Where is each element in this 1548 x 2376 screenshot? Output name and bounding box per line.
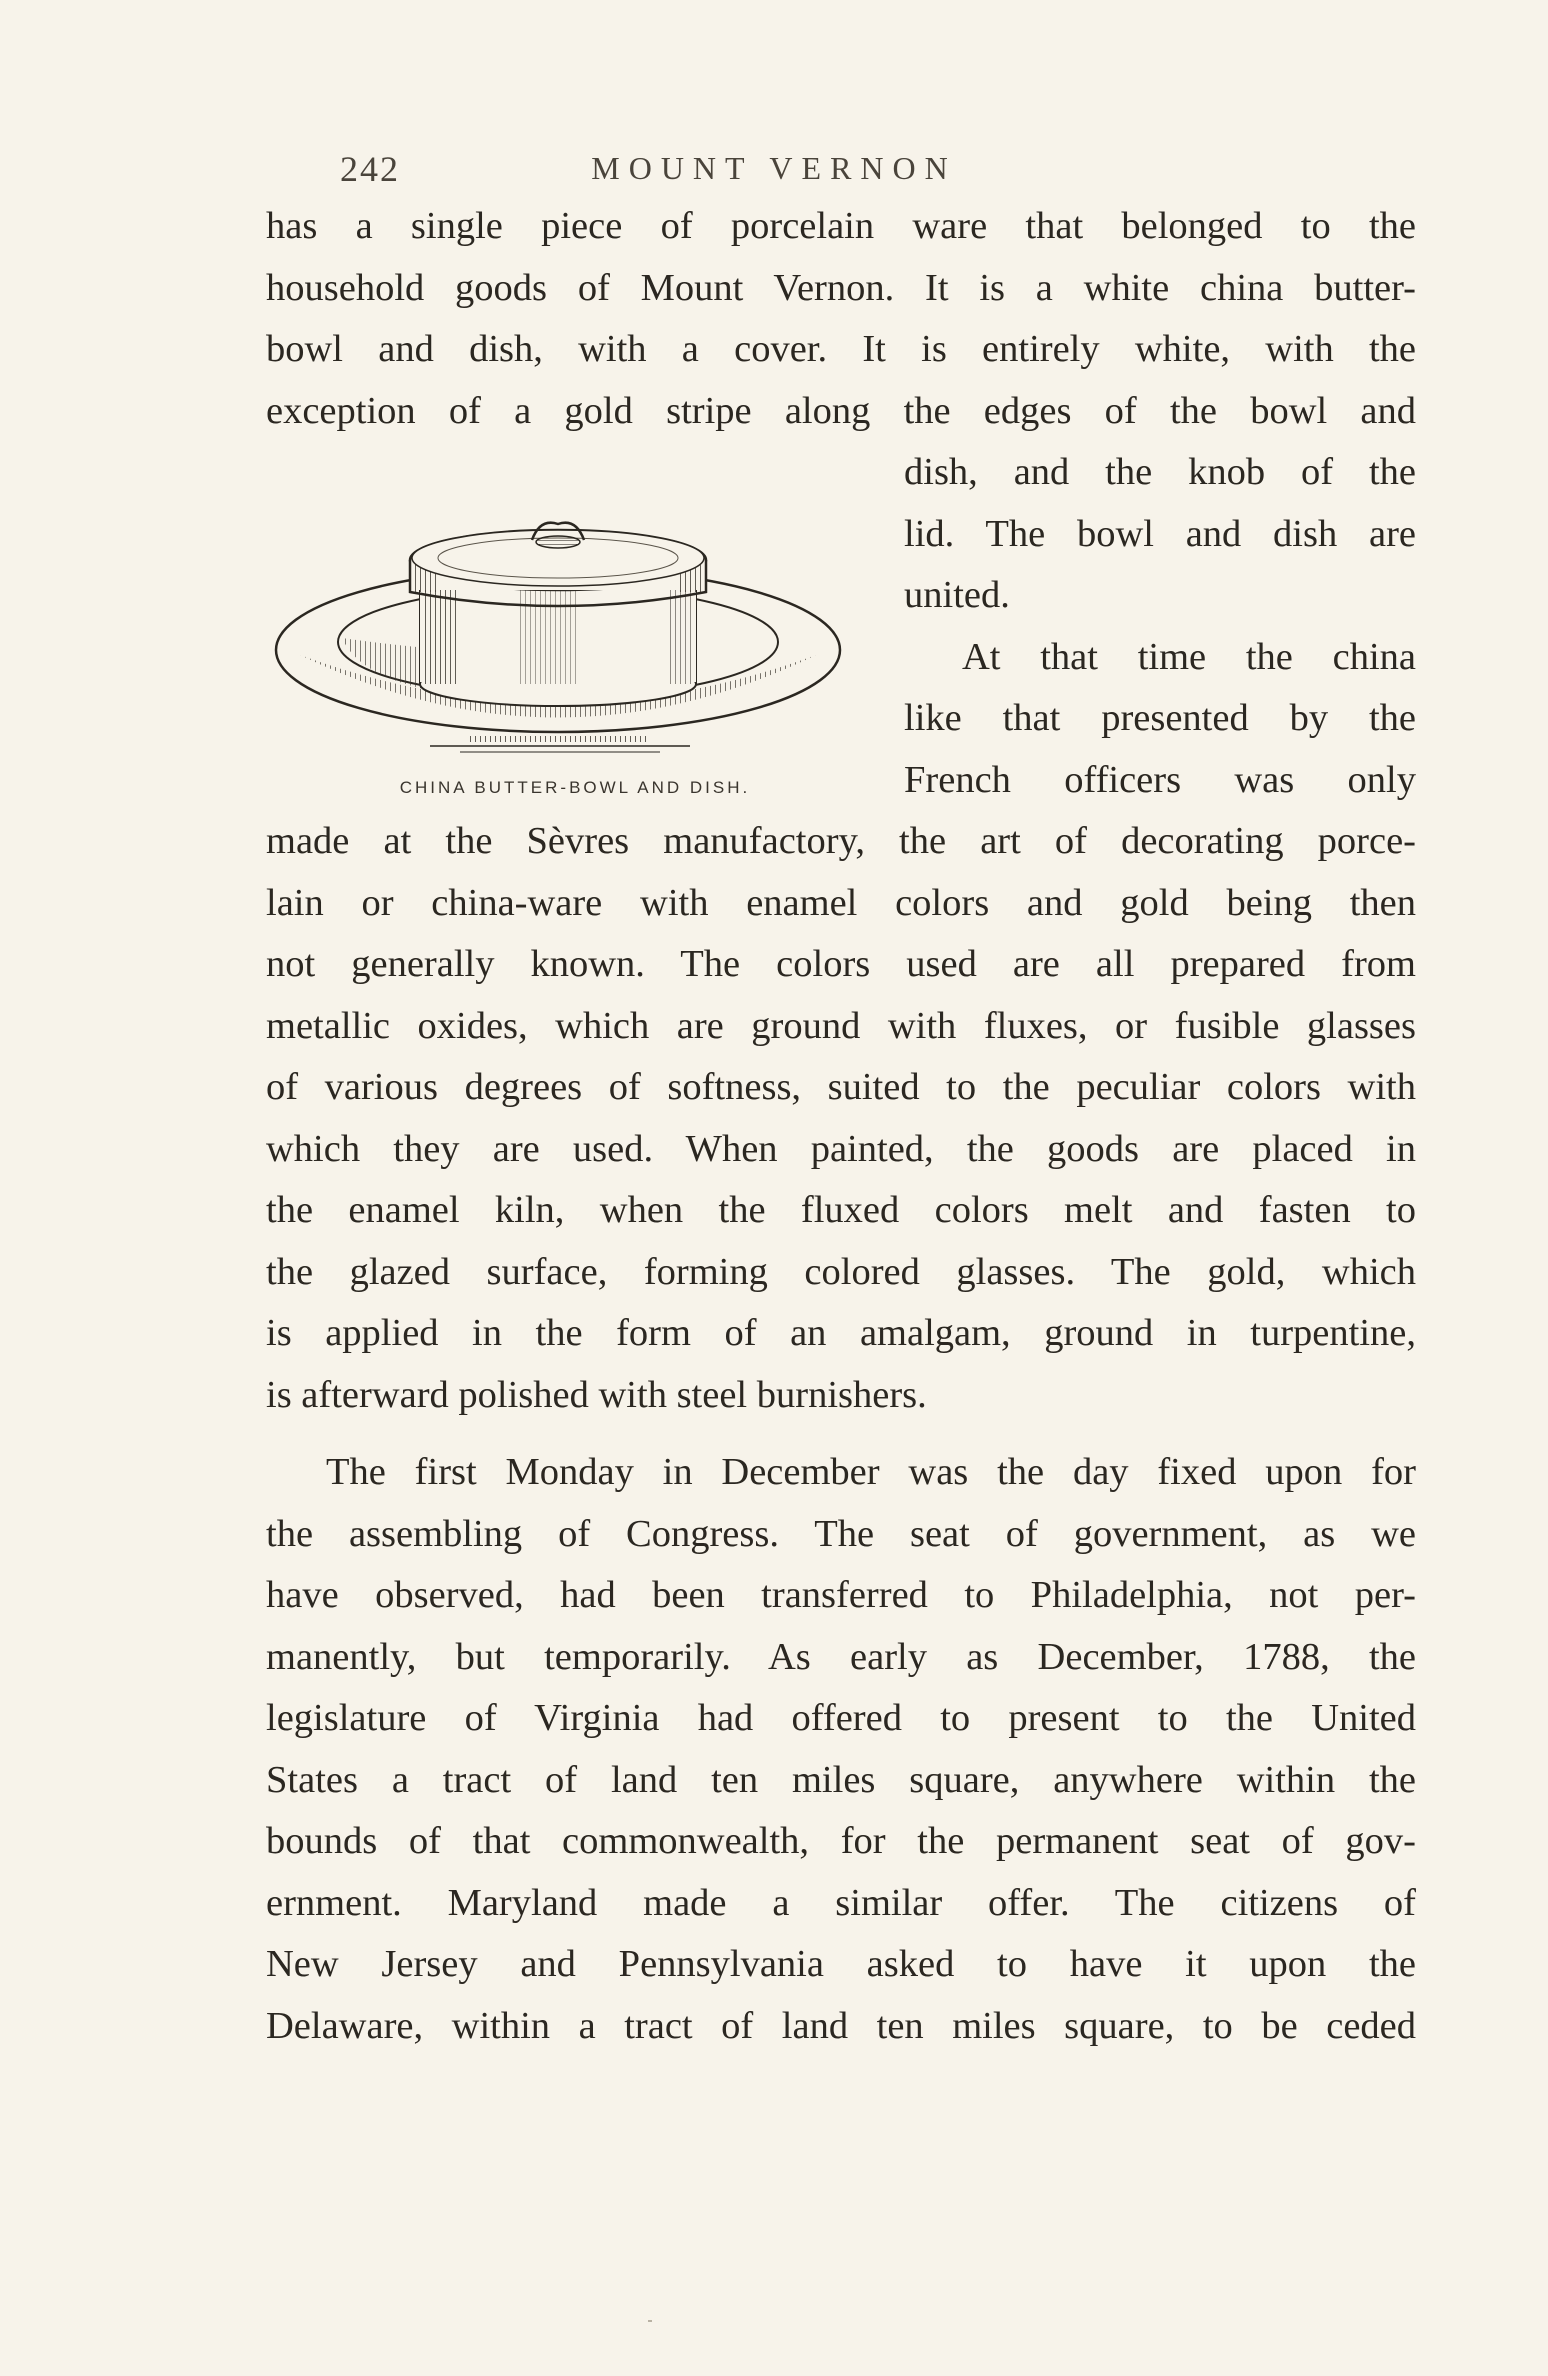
figure-caption: CHINA BUTTER-BOWL AND DISH. [399,778,751,797]
figure [270,480,880,810]
text-line: made at the Sèvres manufactory, the art of decorating porce- [266,820,1416,862]
text-line: exception of a gold stripe along the edges of the bowl and [266,390,1416,432]
text-line: like that presented by the [904,697,1416,739]
text-line: manently, but temporarily. As early as December, 1788, the [266,1636,1416,1678]
running-head: MOUNT VERNON [591,150,957,186]
text-line: have observed, had been transferred to Philadelphia, not per- [266,1574,1416,1616]
text-line: household goods of Mount Vernon. It is a white china butter- [266,267,1416,309]
text-line: bowl and dish, with a cover. It is entirely white, with the [266,328,1416,370]
text-line: New Jersey and Pennsylvania asked to have it upon the [266,1943,1416,1985]
text-line: ernment. Maryland made a similar offer. The citizens of [266,1882,1416,1924]
text-line: French officers was only [904,759,1416,801]
text-line: of various degrees of softness, suited to the peculiar colors with [266,1066,1416,1108]
text-line: is afterward polished with steel burnishers. [266,1374,927,1416]
text-line: Delaware, within a tract of land ten miles square, to be ceded [266,2005,1416,2047]
text-line: bounds of that commonwealth, for the permanent seat of gov- [266,1820,1416,1862]
text-line: has a single piece of porcelain ware that belonged to the [266,205,1416,247]
text-line: At that time the china [962,636,1416,678]
text-line: the enamel kiln, when the fluxed colors melt and fasten to [266,1189,1416,1231]
text-line: States a tract of land ten miles square, anywhere within the [266,1759,1416,1801]
text-line: lid. The bowl and dish are [904,513,1416,555]
text-line: the assembling of Congress. The seat of government, as we [266,1513,1416,1555]
text-line: The first Monday in December was the day fixed upon for [326,1451,1416,1493]
paper-speck [648,2320,652,2322]
text-line: the glazed surface, forming colored glasses. The gold, which [266,1251,1416,1293]
text-line: dish, and the knob of the [904,451,1416,493]
text-line: is applied in the form of an amalgam, ground in turpentine, [266,1312,1416,1354]
text-line: metallic oxides, which are ground with fluxes, or fusible glasses [266,1005,1416,1047]
text-line: which they are used. When painted, the goods are placed in [266,1128,1416,1170]
text-line: not generally known. The colors used are all prepared from [266,943,1416,985]
text-line: lain or china-ware with enamel colors and gold being then [266,882,1416,924]
text-line: united. [904,574,1010,616]
text-line: legislature of Virginia had offered to present to the United [266,1697,1416,1739]
butter-bowl-illustration [270,480,880,770]
page-number: 242 [340,149,400,189]
